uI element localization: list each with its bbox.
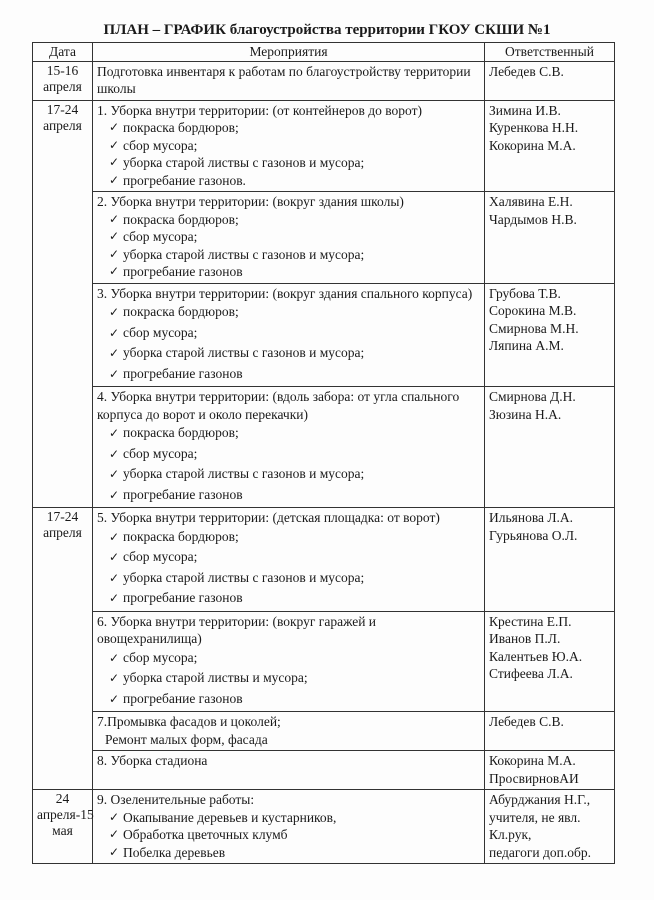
document-title: ПЛАН – ГРАФИК благоустройства территории ГКОУ СКШИ №1 [103,22,551,38]
task-label: сбор мусора; [123,137,198,153]
task-item [97,211,480,229]
responsible-person: Калентьев Ю.А. [489,648,583,664]
responsible-person: Стифеева Л.А. [489,666,573,681]
task-item [97,172,480,190]
check-icon: ✓ [109,426,120,440]
date-cell: 17-24 апреля [33,508,93,790]
activity-title: 3. Уборка внутри территории: (вокруг здания спального корпуса) [97,285,473,301]
task-label: прогребание газонов [123,365,243,381]
check-icon: ✓ [109,305,120,319]
responsible-person: Куренкова Н.Н. [489,120,579,135]
task-item [97,364,480,385]
task-item [97,302,480,323]
task-item [97,464,480,485]
responsible-cell [485,751,615,790]
responsible-person: Абурджания Н.Г., [489,792,591,807]
responsible-cell [485,508,615,612]
responsible-person: Ляпина А.М. [489,338,564,353]
check-icon: ✓ [109,155,120,169]
task-item [97,444,480,465]
responsible-person: ПросвирновАИ [489,770,579,786]
header-responsible: Ответственный [485,43,615,62]
task-label: прогребание газонов [123,590,243,605]
header-activity: Мероприятия [93,43,485,62]
check-icon: ✓ [109,211,120,226]
activity-cell [93,611,485,712]
responsible-cell [485,611,615,712]
task-item [97,568,480,589]
task-label: прогребание газонов. [123,172,246,188]
activity-cell [93,283,485,387]
check-icon: ✓ [109,246,120,261]
task-label: уборка старой листвы и мусора; [123,670,308,685]
task-label: сбор мусора; [123,649,198,665]
task-item [97,119,480,137]
responsible-person: Смирнова М.Н. [489,320,579,336]
activity-cell [93,790,485,864]
responsible-person: Иванов П.Л. [489,631,561,646]
task-label: уборка старой листвы с газонов и мусора; [123,155,365,170]
task-label: сбор мусора; [123,324,198,340]
task-item [97,485,480,506]
date-cell: 24 апреля-15 мая [33,790,93,864]
check-icon: ✓ [109,467,120,481]
task-item [97,343,480,364]
task-label: Обработка цветочных клумб [123,827,288,842]
table-row [33,283,615,387]
task-item [97,527,480,548]
responsible-person: Кокорина М.А. [489,753,576,768]
check-icon: ✓ [109,650,120,665]
activity-cell [93,192,485,284]
activity-title: 1. Уборка внутри территории: (от контейнеров до ворот) [97,102,422,118]
task-label: Окапывание деревьев и кустарников, [123,809,337,825]
responsible-person: педагоги доп.обр. [489,844,591,860]
task-label: покраска бордюров; [123,211,239,227]
activity-title: 4. Уборка внутри территории: (вдоль забора: от угла спального корпуса до ворот и около перекачки) [97,389,460,422]
check-icon: ✓ [109,346,120,360]
activity-title: 8. Уборка стадиона [97,753,208,768]
task-item [97,547,480,568]
task-label: сбор мусора; [123,445,198,461]
responsible-person: Зимина И.В. [489,102,561,118]
responsible-cell [485,712,615,751]
responsible-cell [485,790,615,864]
responsible-person: Ильянова Л.А. [489,510,574,525]
responsible-person: Лебедев С.В. [489,63,564,79]
check-icon: ✓ [109,591,120,605]
table-row [33,790,615,864]
date-cell: 17-24 апреля [33,100,93,508]
task-item [97,844,480,862]
responsible-person: учителя, не явл. [489,809,581,825]
responsible-person: Кл.рук, [489,827,532,842]
responsible-person: Зюзина Н.А. [489,406,562,422]
activity-cell [93,712,485,751]
task-item [97,668,480,689]
table-header-row [33,43,615,62]
table-row [33,100,615,192]
responsible-cell [485,61,615,100]
table-row [33,387,615,508]
responsible-person: Крестина Е.П. [489,613,572,629]
task-label: прогребание газонов [123,486,243,502]
activity-title: Подготовка инвентаря к работам по благоустройству территории школы [97,63,471,96]
table-row [33,508,615,612]
table-row [33,611,615,712]
table-row [33,712,615,751]
task-item [97,263,480,281]
responsible-cell [485,283,615,387]
check-icon: ✓ [109,844,120,859]
schedule-table [32,42,615,864]
task-label: уборка старой листвы с газонов и мусора; [123,569,365,585]
check-icon: ✓ [109,325,120,340]
responsible-person: Смирнова Д.Н. [489,389,576,404]
responsible-person: Сорокина М.В. [489,303,577,318]
task-label: сбор мусора; [123,549,198,564]
task-item [97,826,480,844]
task-label: покраска бордюров; [123,425,239,440]
task-label: прогребание газонов [123,690,243,706]
check-icon: ✓ [109,487,120,502]
responsible-person: Чардымов Н.В. [489,211,577,227]
task-item [97,588,480,609]
date-cell: 15-16 апреля [33,61,93,100]
activity-title: 9. Озеленительные работы: [97,792,255,807]
check-icon: ✓ [109,671,120,685]
table-row [33,192,615,284]
task-item [97,246,480,264]
activity-title: 7.Промывка фасадов и цоколей; [97,714,281,729]
check-icon: ✓ [109,366,120,381]
task-label: покраска бордюров; [123,304,239,319]
table-row [33,751,615,790]
responsible-person: Лебедев С.В. [489,714,564,729]
responsible-person: Гурьянова О.Л. [489,527,578,543]
task-label: Побелка деревьев [123,844,226,860]
check-icon: ✓ [109,550,120,564]
task-item [97,809,480,827]
activity-cell [93,751,485,790]
task-item [97,323,480,344]
activity-cell [93,61,485,100]
task-item [97,689,480,710]
responsible-person: Грубова Т.В. [489,285,561,301]
check-icon: ✓ [109,446,120,461]
task-label: прогребание газонов [123,264,243,279]
task-label: уборка старой листвы с газонов и мусора; [123,345,365,360]
activity-subtitle: Ремонт малых форм, фасада [105,731,268,747]
task-label: сбор мусора; [123,229,198,244]
responsible-person: Кокорина М.А. [489,137,576,153]
activity-cell [93,508,485,612]
task-item [97,137,480,155]
check-icon: ✓ [109,137,120,152]
responsible-cell [485,387,615,508]
task-item [97,154,480,172]
check-icon: ✓ [109,229,120,243]
responsible-cell [485,192,615,284]
responsible-person: Халявина Е.Н. [489,194,573,209]
check-icon: ✓ [109,827,120,841]
check-icon: ✓ [109,172,120,187]
activity-cell [93,100,485,192]
header-date: Дата [33,43,93,62]
check-icon: ✓ [109,809,120,824]
task-label: покраска бордюров; [123,528,239,544]
table-row [33,61,615,100]
activity-title: 2. Уборка внутри территории: (вокруг здания школы) [97,194,404,209]
task-item [97,228,480,246]
activity-title: 5. Уборка внутри территории: (детская площадка: от ворот) [97,510,440,525]
responsible-cell [485,100,615,192]
check-icon: ✓ [109,120,120,134]
activity-title: 6. Уборка внутри территории: (вокруг гаражей и овощехранилища) [97,613,377,646]
task-item [97,423,480,444]
check-icon: ✓ [109,529,120,544]
task-label: уборка старой листвы с газонов и мусора; [123,246,365,262]
check-icon: ✓ [109,691,120,706]
task-label: покраска бордюров; [123,120,239,135]
task-item [97,648,480,669]
check-icon: ✓ [109,264,120,278]
activity-cell [93,387,485,508]
check-icon: ✓ [109,570,120,585]
task-label: уборка старой листвы с газонов и мусора; [123,466,365,481]
